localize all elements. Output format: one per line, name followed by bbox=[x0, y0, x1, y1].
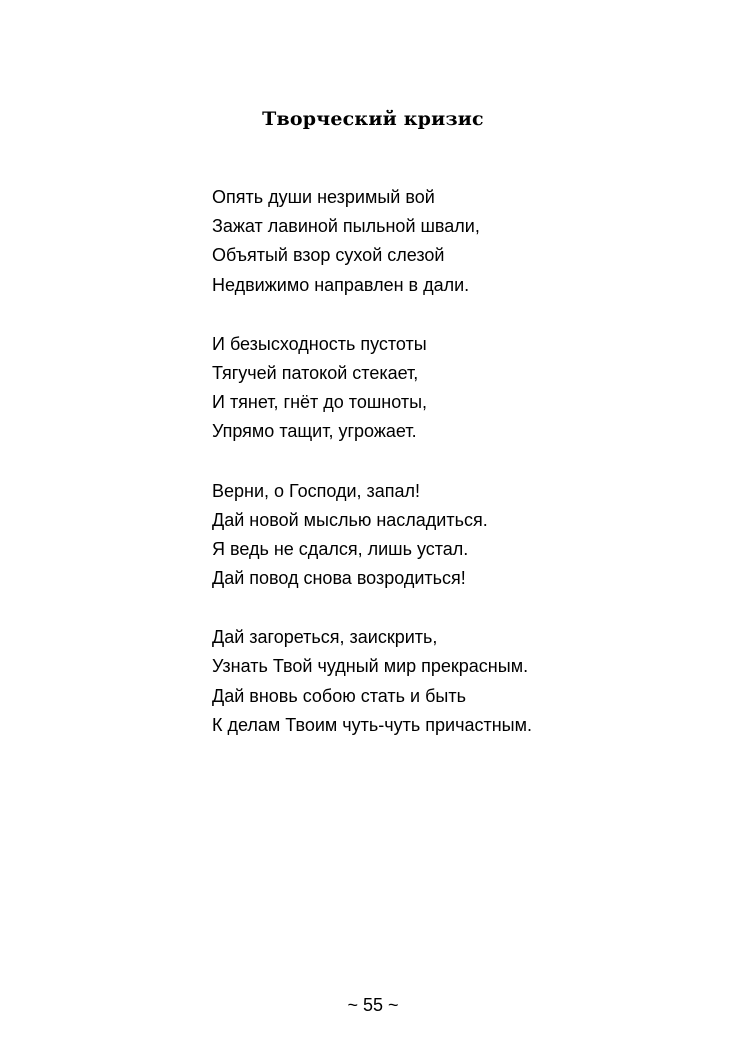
poem-line: Объятый взор сухой слезой bbox=[212, 245, 445, 266]
poem-line: Недвижимо направлен в дали. bbox=[212, 274, 470, 295]
poem-line: Верни, о Господи, запал! bbox=[212, 480, 421, 501]
poem-line: К делам Твоим чуть-чуть причастным. bbox=[212, 714, 532, 735]
page-number: ~ 55 ~ bbox=[347, 995, 399, 1015]
poem-line: Зажат лавиной пыльной швали, bbox=[212, 216, 480, 237]
stanza-1 bbox=[212, 183, 712, 300]
stanza-4 bbox=[212, 623, 712, 740]
poem-line: Тягучей патокой стекает, bbox=[212, 362, 419, 383]
poem-line: И тянет, гнёт до тошноты, bbox=[212, 392, 428, 413]
poem-line: Упрямо тащит, угрожает. bbox=[212, 421, 417, 442]
poem-line: И безысходность пустоты bbox=[212, 333, 427, 354]
stanza-2 bbox=[212, 330, 712, 447]
poem-line: Дай новой мыслью насладиться. bbox=[212, 509, 488, 530]
poem-title: Творческий кризис bbox=[262, 108, 484, 130]
poem-line: Я ведь не сдался, лишь устал. bbox=[212, 538, 469, 559]
poem-line: Дай повод снова возродиться! bbox=[212, 568, 466, 589]
poem-line: Дай вновь собою стать и быть bbox=[212, 685, 466, 706]
poem-line: Дай загореться, заискрить, bbox=[212, 627, 438, 648]
poem-body bbox=[212, 183, 712, 770]
poem-line: Узнать Твой чудный мир прекрасным. bbox=[212, 656, 529, 677]
stanza-3 bbox=[212, 477, 712, 594]
poem-line: Опять души незримый вой bbox=[212, 187, 435, 207]
